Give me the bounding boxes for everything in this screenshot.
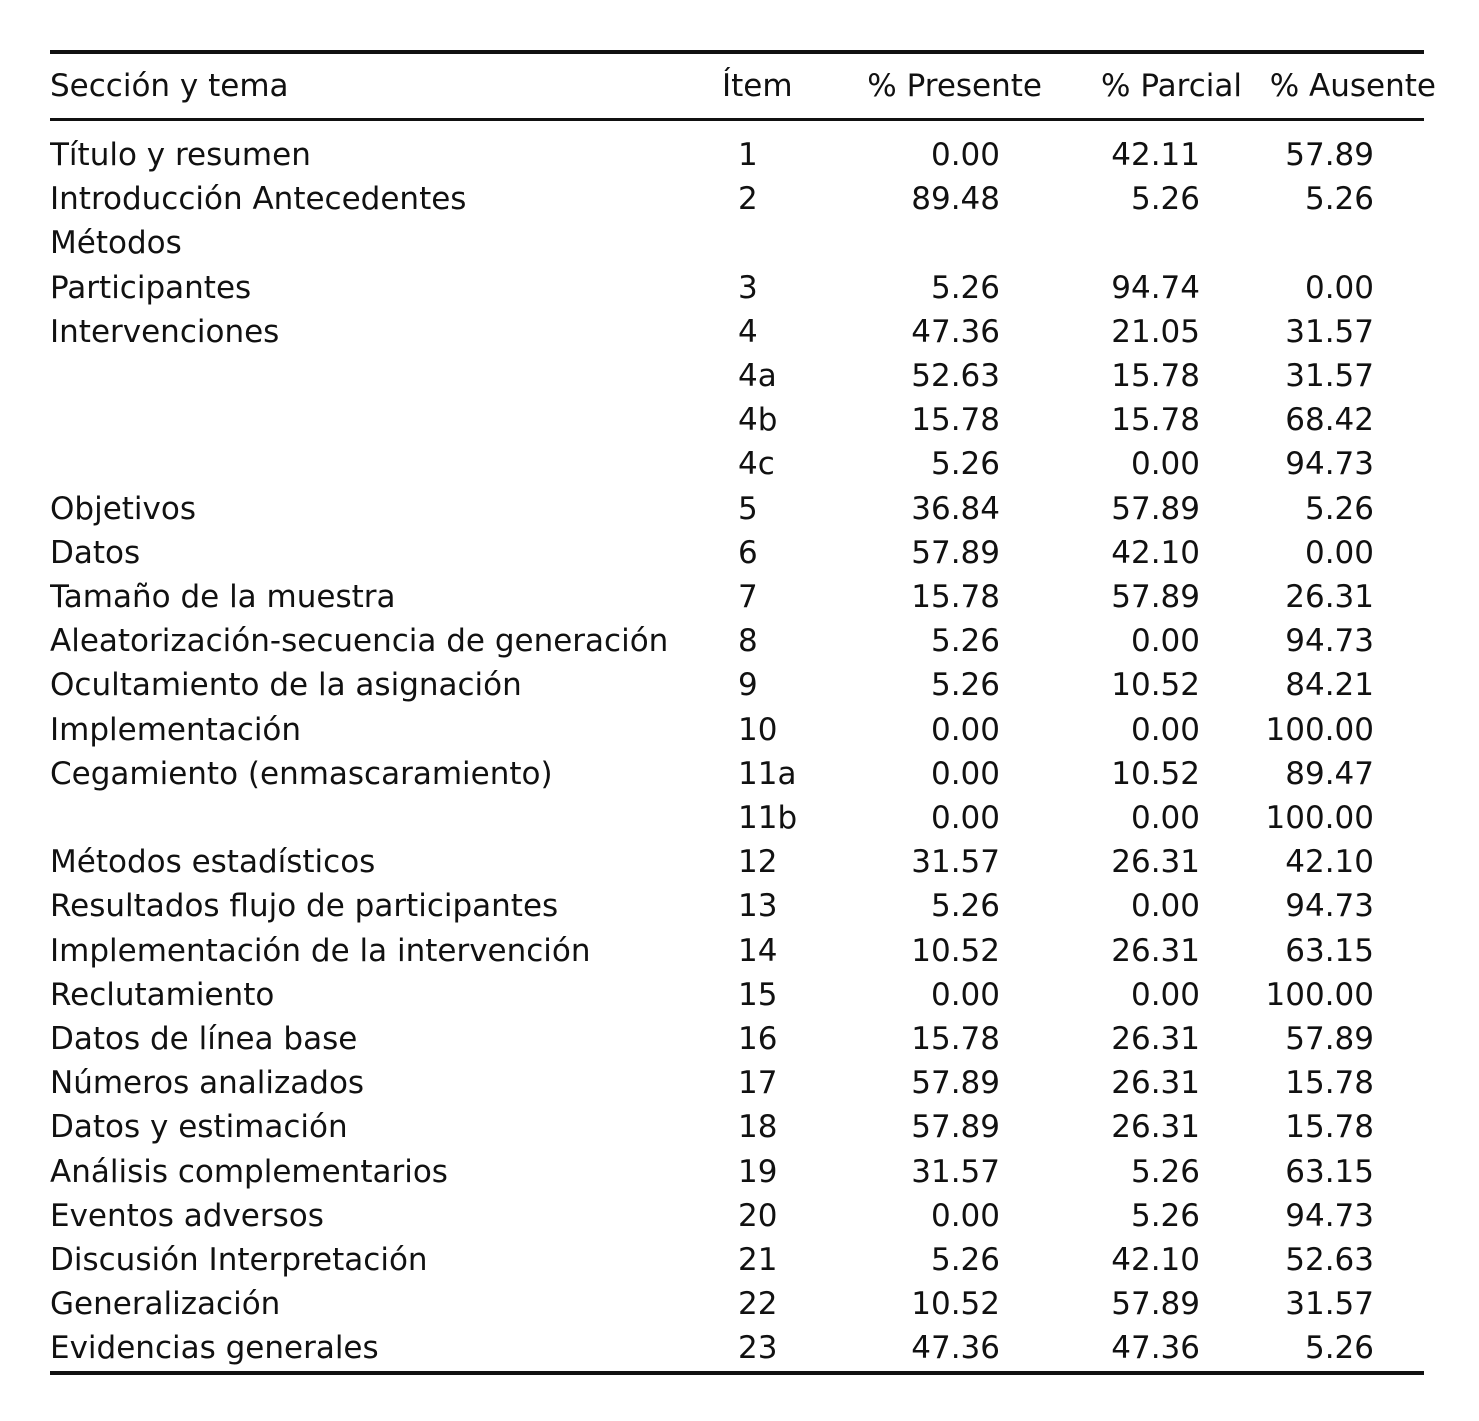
cell-item: 11a — [738, 755, 797, 792]
cell-section: Discusión Interpretación — [50, 1242, 428, 1279]
cell-present: 15.78 — [911, 579, 1000, 616]
cell-item: 7 — [738, 579, 758, 616]
cell-item: 2 — [738, 181, 758, 218]
cell-partial: 10.52 — [1111, 667, 1200, 704]
cell-section — [50, 398, 710, 442]
table-row — [50, 531, 1424, 575]
table-row — [50, 177, 1424, 221]
cell-item: 22 — [738, 1286, 778, 1323]
cell-section: Datos y estimación — [50, 1109, 348, 1146]
cell-present: 47.36 — [911, 313, 1000, 350]
table-row — [50, 752, 1424, 796]
cell-section: Cegamiento (enmascaramiento) — [50, 755, 553, 792]
table-row — [50, 796, 1424, 840]
cell-item: 14 — [738, 932, 778, 969]
cell-absent: 5.26 — [1304, 181, 1374, 218]
table-row — [50, 884, 1424, 928]
cell-present: 47.36 — [911, 1330, 1000, 1367]
cell-partial: 15.78 — [1111, 402, 1200, 439]
cell-section: Números analizados — [50, 1065, 365, 1102]
cell-item: 20 — [738, 1197, 778, 1234]
table-row — [50, 619, 1424, 663]
cell-absent: 89.47 — [1285, 755, 1374, 792]
cell-item: 5 — [738, 490, 758, 527]
table-row — [50, 1017, 1424, 1061]
cell-item: 4b — [738, 402, 778, 439]
cell-item: 13 — [738, 888, 778, 925]
table-row — [50, 487, 1424, 531]
table-row — [50, 1105, 1424, 1149]
cell-absent: 15.78 — [1285, 1065, 1374, 1102]
cell-partial: 21.05 — [1111, 313, 1200, 350]
cell-present: 5.26 — [930, 269, 1000, 306]
cell-present: 0.00 — [930, 1197, 1000, 1234]
cell-present — [838, 221, 1030, 265]
cell-absent — [1230, 221, 1424, 265]
table-row — [50, 1238, 1424, 1282]
cell-section: Objetivos — [50, 490, 196, 527]
cell-absent: 63.15 — [1285, 932, 1374, 969]
cell-absent: 94.73 — [1285, 623, 1374, 660]
cell-partial: 47.36 — [1111, 1330, 1200, 1367]
cell-present: 36.84 — [911, 490, 1000, 527]
cell-present: 89.48 — [911, 181, 1000, 218]
cell-present: 5.26 — [930, 667, 1000, 704]
cell-present: 10.52 — [911, 1286, 1000, 1323]
cell-absent: 84.21 — [1285, 667, 1374, 704]
cell-absent: 57.89 — [1285, 1021, 1374, 1058]
cell-section: Métodos — [50, 225, 182, 262]
cell-section: Resultados flujo de participantes — [50, 888, 559, 925]
table-row — [50, 575, 1424, 619]
cell-present: 5.26 — [930, 446, 1000, 483]
cell-present: 15.78 — [911, 402, 1000, 439]
cell-item: 23 — [738, 1330, 778, 1367]
cell-present: 5.26 — [930, 623, 1000, 660]
cell-absent: 94.73 — [1285, 888, 1374, 925]
header-partial: % Parcial — [1101, 68, 1242, 104]
cell-partial — [1030, 221, 1230, 265]
table-row — [50, 127, 1424, 177]
cell-section: Implementación — [50, 711, 302, 748]
cell-partial: 5.26 — [1130, 1153, 1200, 1190]
table-body — [50, 127, 1424, 1371]
cell-absent: 31.57 — [1285, 313, 1374, 350]
table-row — [50, 442, 1424, 486]
cell-absent: 94.73 — [1285, 1197, 1374, 1234]
table-row — [50, 1061, 1424, 1105]
cell-item: 3 — [738, 269, 758, 306]
cell-partial: 26.31 — [1111, 1109, 1200, 1146]
cell-item: 12 — [738, 844, 778, 881]
cell-partial: 15.78 — [1111, 358, 1200, 395]
table-bottom-rule — [50, 1371, 1424, 1375]
cell-section: Título y resumen — [50, 137, 311, 173]
table-header — [50, 54, 1456, 118]
cell-absent: 63.15 — [1285, 1153, 1374, 1190]
cell-partial: 26.31 — [1111, 1065, 1200, 1102]
cell-item: 8 — [738, 623, 758, 660]
cell-present: 57.89 — [911, 534, 1000, 571]
cell-present: 31.57 — [911, 844, 1000, 881]
table-row — [50, 708, 1424, 752]
cell-partial: 0.00 — [1130, 888, 1200, 925]
cell-section: Eventos adversos — [50, 1197, 324, 1234]
cell-item: 18 — [738, 1109, 778, 1146]
header-item: Ítem — [722, 68, 793, 104]
cell-item: 4a — [738, 358, 777, 395]
cell-item: 15 — [738, 976, 778, 1013]
cell-item: 4 — [738, 313, 758, 350]
results-table-container — [50, 50, 1436, 1375]
cell-absent: 5.26 — [1304, 1330, 1374, 1367]
cell-partial: 57.89 — [1111, 1286, 1200, 1323]
cell-partial: 5.26 — [1130, 1197, 1200, 1234]
cell-absent: 68.42 — [1285, 402, 1374, 439]
table-row — [50, 929, 1424, 973]
cell-item: 16 — [738, 1021, 778, 1058]
cell-absent: 100.00 — [1265, 800, 1374, 837]
table-row — [50, 354, 1424, 398]
cell-section: Métodos estadísticos — [50, 844, 376, 881]
cell-section: Aleatorización-secuencia de generación — [50, 623, 669, 660]
cell-absent: 94.73 — [1285, 446, 1374, 483]
cell-item: 4c — [738, 446, 775, 483]
cell-absent: 15.78 — [1285, 1109, 1374, 1146]
cell-item: 6 — [738, 534, 758, 571]
cell-absent: 52.63 — [1285, 1242, 1374, 1279]
cell-partial: 94.74 — [1111, 269, 1200, 306]
cell-present: 0.00 — [930, 755, 1000, 792]
cell-section — [50, 442, 710, 486]
cell-present: 57.89 — [911, 1109, 1000, 1146]
cell-partial: 0.00 — [1130, 623, 1200, 660]
cell-partial: 42.11 — [1111, 137, 1200, 173]
table-row — [50, 973, 1424, 1017]
table-row — [50, 1326, 1424, 1370]
cell-partial: 57.89 — [1111, 490, 1200, 527]
cell-partial: 0.00 — [1130, 800, 1200, 837]
cell-partial: 42.10 — [1111, 1242, 1200, 1279]
cell-absent: 57.89 — [1285, 137, 1374, 173]
cell-present: 52.63 — [911, 358, 1000, 395]
cell-item: 11b — [738, 800, 798, 837]
table-row — [50, 840, 1424, 884]
cell-item: 17 — [738, 1065, 778, 1102]
cell-item — [710, 221, 838, 265]
cell-present: 0.00 — [930, 711, 1000, 748]
cell-section: Tamaño de la muestra — [50, 579, 396, 616]
cell-present: 5.26 — [930, 888, 1000, 925]
table-row — [50, 1150, 1424, 1194]
cell-partial: 10.52 — [1111, 755, 1200, 792]
cell-partial: 57.89 — [1111, 579, 1200, 616]
cell-item: 9 — [738, 667, 758, 704]
cell-item: 1 — [738, 137, 758, 173]
cell-section: Introducción Antecedentes — [50, 181, 467, 218]
cell-present: 57.89 — [911, 1065, 1000, 1102]
table-row — [50, 310, 1424, 354]
cell-absent: 100.00 — [1265, 711, 1374, 748]
cell-partial: 5.26 — [1130, 181, 1200, 218]
table-row — [50, 266, 1424, 310]
cell-present: 10.52 — [911, 932, 1000, 969]
cell-section: Evidencias generales — [50, 1330, 379, 1367]
cell-section: Reclutamiento — [50, 976, 275, 1013]
results-table — [50, 54, 1456, 118]
cell-section: Ocultamiento de la asignación — [50, 667, 522, 704]
cell-absent: 0.00 — [1304, 269, 1374, 306]
cell-section: Participantes — [50, 269, 252, 306]
cell-section: Generalización — [50, 1286, 281, 1323]
cell-present: 0.00 — [930, 800, 1000, 837]
table-row — [50, 398, 1424, 442]
header-section: Sección y tema — [50, 68, 289, 104]
header-row — [50, 54, 1456, 118]
cell-item: 19 — [738, 1153, 778, 1190]
cell-absent: 26.31 — [1285, 579, 1374, 616]
cell-present: 0.00 — [930, 976, 1000, 1013]
cell-absent: 42.10 — [1285, 844, 1374, 881]
table-row — [50, 1194, 1424, 1238]
cell-present: 0.00 — [930, 137, 1000, 173]
cell-section: Datos — [50, 534, 141, 571]
cell-section: Implementación de la intervención — [50, 932, 591, 969]
cell-section — [50, 354, 710, 398]
table-row — [50, 1282, 1424, 1326]
cell-partial: 26.31 — [1111, 1021, 1200, 1058]
cell-partial: 42.10 — [1111, 534, 1200, 571]
cell-section — [50, 796, 710, 840]
cell-partial: 0.00 — [1130, 711, 1200, 748]
cell-present: 31.57 — [911, 1153, 1000, 1190]
cell-partial: 26.31 — [1111, 844, 1200, 881]
cell-absent: 5.26 — [1304, 490, 1374, 527]
cell-absent: 100.00 — [1265, 976, 1374, 1013]
cell-section: Intervenciones — [50, 313, 280, 350]
table-row — [50, 221, 1424, 265]
results-table-body — [50, 127, 1424, 1371]
header-present: % Presente — [867, 68, 1042, 104]
cell-section: Análisis complementarios — [50, 1153, 448, 1190]
cell-absent: 31.57 — [1285, 1286, 1374, 1323]
cell-partial: 0.00 — [1130, 976, 1200, 1013]
cell-item: 21 — [738, 1242, 778, 1279]
table-row — [50, 663, 1424, 707]
cell-partial: 0.00 — [1130, 446, 1200, 483]
header-absent: % Ausente — [1269, 68, 1436, 104]
cell-absent: 31.57 — [1285, 358, 1374, 395]
cell-section: Datos de línea base — [50, 1021, 358, 1058]
cell-item: 10 — [738, 711, 778, 748]
cell-present: 5.26 — [930, 1242, 1000, 1279]
cell-present: 15.78 — [911, 1021, 1000, 1058]
cell-absent: 0.00 — [1304, 534, 1374, 571]
cell-partial: 26.31 — [1111, 932, 1200, 969]
